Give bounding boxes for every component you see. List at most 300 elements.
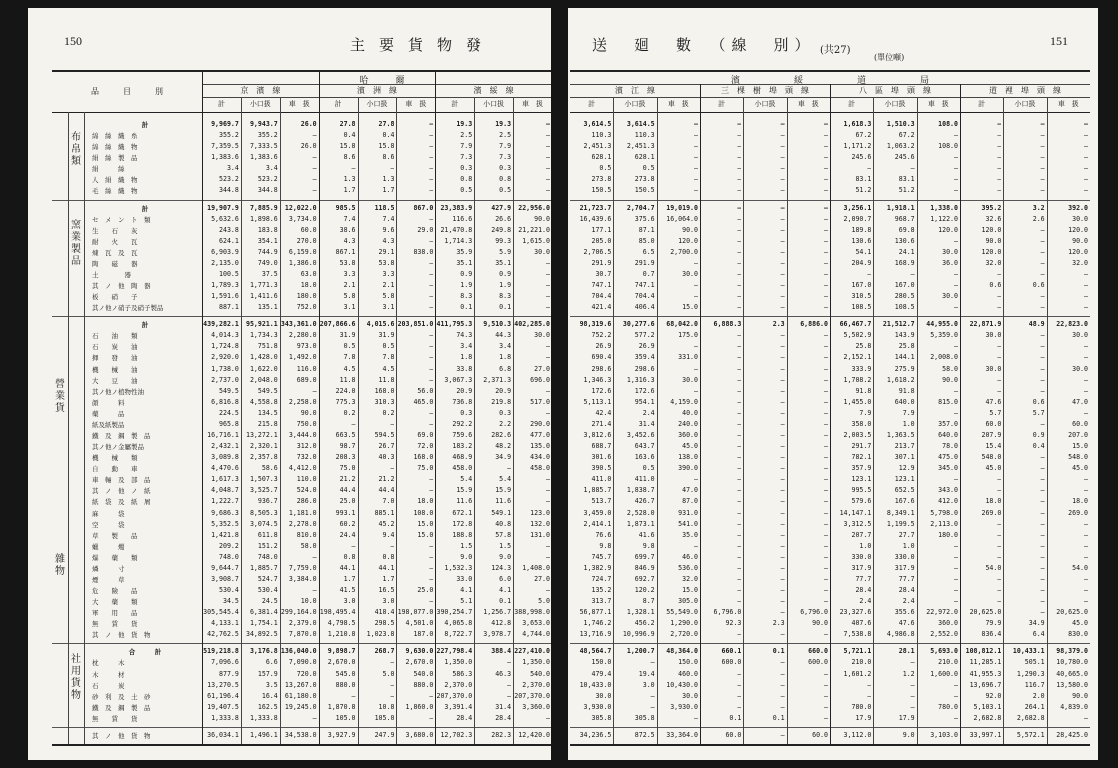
table-cell: — — [780, 120, 785, 128]
table-cell: — — [824, 630, 828, 639]
table-cell: — — [507, 691, 512, 700]
table-cell: — — [1040, 453, 1045, 462]
table-cell: 3.4 — [265, 164, 278, 173]
table-cell: — — [390, 164, 395, 173]
table-cell: 203,851.0 — [397, 320, 434, 329]
table-cell: 1,411.6 — [249, 292, 278, 301]
table-cell: 2.3 — [772, 619, 785, 628]
table-cell: 752.0 — [296, 303, 317, 312]
table-cell: 5,502.9 — [843, 331, 872, 340]
table-cell: 4,798.5 — [327, 619, 356, 628]
row-label: 石 炭 — [92, 681, 125, 690]
table-cell: 0.4 — [382, 131, 395, 140]
table-cell: 6,159.0 — [288, 247, 317, 256]
table-cell: 15.8 — [378, 142, 395, 151]
table-cell: 354.1 — [257, 236, 278, 245]
page-number: 151 — [1050, 34, 1068, 48]
table-cell: 548.0 — [1068, 453, 1088, 462]
table-cell: — — [737, 519, 742, 528]
table-cell: 1,455.0 — [843, 397, 872, 406]
table-cell: 45.0 — [1072, 464, 1088, 473]
table-cell: 18.0 — [985, 497, 1002, 506]
table-cell: 1,346.3 — [583, 375, 612, 384]
table-cell: 628.1 — [591, 153, 612, 162]
table-cell: 20,625.0 — [1056, 608, 1088, 617]
table-cell: 2,706.5 — [583, 247, 612, 256]
row-label: 其ノ他ノ硝子及硝子製品 — [92, 304, 164, 313]
table-cell: — — [824, 486, 828, 495]
table-cell: 749.0 — [257, 258, 278, 267]
table-cell: 136,040.0 — [280, 647, 317, 656]
table-cell: — — [910, 164, 915, 173]
table-cell: — — [737, 419, 742, 428]
table-cell: 628.1 — [634, 153, 655, 162]
table-cell: — — [1084, 353, 1088, 362]
table-cell: 198,077.0 — [397, 608, 434, 617]
row-label: 麻 袋 — [92, 509, 125, 518]
table-cell: 745.7 — [591, 552, 612, 561]
table-cell: — — [737, 497, 742, 506]
table-cell: 187.0 — [413, 630, 434, 639]
table-cell: 298.6 — [634, 364, 655, 373]
table-cell: 30.7 — [595, 269, 612, 278]
table-cell: — — [780, 730, 785, 739]
table-cell: 1.9 — [499, 281, 512, 290]
table-cell: 240.0 — [678, 419, 698, 428]
table-cell: 298.6 — [591, 364, 612, 373]
table-cell: 172.6 — [634, 386, 655, 395]
table-cell: 20.9 — [495, 386, 512, 395]
table-cell: 1.8 — [499, 353, 512, 362]
table-cell: 465.0 — [413, 397, 434, 406]
table-cell: 7.9 — [460, 142, 473, 151]
table-cell: 2,370.0 — [444, 680, 473, 689]
table-cell: 8,505.3 — [249, 508, 278, 517]
table-cell: — — [824, 475, 828, 484]
table-cell: 53.8 — [339, 258, 356, 267]
table-cell: 204.9 — [851, 258, 872, 267]
table-cell: 105.0 — [335, 713, 356, 722]
table-cell: — — [997, 574, 1002, 583]
table-cell: — — [650, 658, 655, 667]
table-cell: 0.2 — [382, 408, 395, 417]
table-cell: 310.3 — [374, 397, 395, 406]
subcolumn-header: 小口扱 — [1014, 100, 1036, 108]
table-cell: — — [824, 331, 828, 340]
subcolumn-header: 車 扱 — [288, 100, 310, 108]
table-cell: 736.8 — [452, 397, 473, 406]
table-cell: — — [1040, 342, 1045, 351]
table-cell: 6,816.8 — [211, 397, 239, 406]
table-cell: 600.0 — [721, 658, 742, 667]
table-cell: 548.0 — [981, 453, 1002, 462]
table-cell: 26.9 — [595, 342, 612, 351]
table-cell: 0.5 — [460, 186, 473, 195]
table-cell: — — [546, 120, 550, 128]
table-cell: 3,930.0 — [583, 702, 612, 711]
table-cell: 30.0 — [1072, 214, 1088, 223]
table-cell: 330.0 — [894, 552, 915, 561]
table-cell: 2,528.0 — [626, 508, 655, 517]
table-cell: 13,267.0 — [284, 680, 317, 689]
table-cell: — — [997, 120, 1002, 128]
subcolumn-header: 小口扱 — [249, 100, 271, 108]
table-cell: 1.3 — [343, 175, 356, 184]
table-cell: 30.0 — [942, 292, 958, 301]
table-cell: 30,277.6 — [622, 320, 655, 329]
table-cell: — — [954, 153, 958, 162]
table-cell: 34.5 — [222, 597, 239, 606]
table-cell: 2,720.0 — [670, 630, 698, 639]
table-cell: 25.8 — [898, 342, 915, 351]
table-cell: — — [954, 563, 958, 572]
table-cell: — — [429, 120, 434, 128]
table-cell: 2.6 — [1032, 214, 1045, 223]
table-cell: — — [1084, 519, 1088, 528]
table-cell: 48,564.7 — [579, 647, 612, 656]
table-cell: — — [429, 236, 434, 245]
table-cell: 172.6 — [591, 386, 612, 395]
line-header: 濱 江 線 — [615, 86, 655, 95]
column-rule — [1047, 97, 1048, 744]
table-cell: 390.0 — [678, 464, 698, 473]
table-cell: 3.0 — [642, 680, 655, 689]
table-cell: 1,383.6 — [211, 153, 239, 162]
table-cell: — — [429, 475, 434, 484]
table-cell: 12.9 — [898, 464, 915, 473]
table-cell: 846.9 — [634, 563, 655, 572]
table-cell: 9.0 — [902, 730, 915, 739]
table-cell: 439,282.1 — [203, 320, 239, 329]
table-cell: 215.8 — [257, 419, 278, 428]
page-number: 150 — [64, 34, 82, 48]
table-cell: — — [351, 691, 356, 700]
table-cell: 57.8 — [495, 530, 512, 539]
table-cell: — — [954, 186, 958, 195]
row-label: 石 炭 油 — [92, 343, 138, 352]
table-cell: 4,744.0 — [522, 630, 550, 639]
table-cell: — — [780, 475, 785, 484]
table-cell: — — [824, 519, 828, 528]
table-cell: 162.5 — [257, 702, 278, 711]
table-cell: — — [546, 153, 550, 162]
table-cell: 28.4 — [855, 586, 872, 595]
table-cell: — — [824, 442, 828, 451]
table-cell: — — [429, 364, 434, 373]
table-cell: 15.9 — [456, 486, 473, 495]
table-cell: 9,630.0 — [405, 647, 434, 656]
table-cell: — — [780, 397, 785, 406]
table-cell: 110.3 — [634, 131, 655, 140]
table-cell: — — [824, 164, 828, 173]
table-cell: — — [824, 702, 828, 711]
table-cell: 672.1 — [452, 508, 473, 517]
row-label: 大 豆 油 — [92, 376, 138, 385]
subcolumn-header: 計 — [978, 100, 986, 108]
right-page — [568, 8, 1098, 760]
table-cell: — — [824, 691, 828, 700]
table-cell: 330.0 — [851, 552, 872, 561]
table-cell: 3.0 — [382, 597, 395, 606]
table-cell: — — [867, 164, 872, 173]
table-cell: 15.9 — [495, 486, 512, 495]
table-cell: 110.3 — [591, 131, 612, 140]
row-label: 其 ノ 他 ノ 紙 — [92, 487, 151, 496]
table-cell: 1,290.0 — [670, 619, 698, 628]
table-cell: — — [780, 331, 785, 340]
table-cell: 118.5 — [374, 203, 395, 212]
table-cell: 34.9 — [495, 453, 512, 462]
table-cell: — — [546, 258, 550, 267]
table-cell: — — [954, 691, 958, 700]
table-cell: — — [780, 419, 785, 428]
table-cell: 3.1 — [343, 303, 356, 312]
table-cell: 0.4 — [1032, 442, 1045, 451]
table-cell: 1,860.0 — [405, 702, 434, 711]
table-cell: 7,538.8 — [843, 630, 872, 639]
table-cell: — — [390, 680, 395, 689]
table-cell: — — [954, 475, 958, 484]
table-cell: — — [780, 281, 785, 290]
table-cell: — — [429, 419, 434, 428]
table-cell: 5,693.0 — [930, 647, 958, 656]
row-label: 綿 絲 織 物 — [92, 143, 138, 152]
table-cell: — — [910, 658, 915, 667]
table-cell: 22,956.0 — [518, 203, 550, 212]
table-cell: 885.1 — [374, 508, 395, 517]
table-cell: 34,236.5 — [579, 730, 612, 739]
table-cell: 3,074.5 — [249, 519, 278, 528]
table-cell: 45.0 — [1072, 619, 1088, 628]
table-cell: 305.8 — [634, 713, 655, 722]
subcolumn-header: 車 扱 — [522, 100, 544, 108]
table-cell: 1,510.3 — [886, 120, 915, 128]
table-cell: 1,738.0 — [211, 364, 239, 373]
table-cell: 0.3 — [499, 164, 512, 173]
table-cell: 747.1 — [591, 281, 612, 290]
table-cell: 2.2 — [499, 419, 512, 428]
table-cell: 1,591.6 — [211, 292, 239, 301]
table-cell: 6,886.0 — [800, 320, 828, 329]
page-title: 送 廻 數 （線 別） — [592, 36, 816, 54]
table-cell: 61,180.0 — [284, 691, 317, 700]
table-cell: — — [546, 386, 550, 395]
table-cell: — — [780, 431, 785, 439]
table-cell: 27.8 — [339, 120, 356, 128]
table-cell: 69.0 — [417, 431, 434, 439]
table-cell: — — [737, 702, 742, 711]
table-cell: 27.7 — [898, 530, 915, 539]
row-label: 草 製 品 — [92, 531, 138, 540]
table-cell: 0.8 — [460, 175, 473, 184]
table-cell: 286.0 — [296, 497, 317, 506]
table-cell: 4,501.0 — [405, 619, 434, 628]
table-cell: 744.9 — [257, 247, 278, 256]
table-cell: — — [780, 563, 785, 572]
table-cell: — — [780, 142, 785, 151]
table-cell: 108.0 — [938, 142, 958, 151]
column-rule — [280, 97, 281, 744]
table-cell: 931.0 — [678, 508, 698, 517]
table-cell: 2,280.0 — [288, 331, 317, 340]
table-cell: 867.0 — [413, 203, 434, 212]
table-cell: — — [910, 691, 915, 700]
table-cell: — — [737, 574, 742, 583]
table-cell: — — [737, 630, 742, 639]
table-cell: — — [546, 131, 550, 140]
table-cell: 6,903.9 — [211, 247, 239, 256]
table-cell: — — [780, 408, 785, 417]
table-cell: 130.6 — [851, 236, 872, 245]
table-cell: 1,256.7 — [483, 608, 512, 617]
table-cell: 3.4 — [460, 342, 473, 351]
table-cell: 4.3 — [382, 236, 395, 245]
table-cell: 210.0 — [938, 658, 958, 667]
row-label: 合 計 — [128, 648, 162, 657]
table-cell: 3.5 — [265, 680, 278, 689]
table-cell: 1,333.8 — [249, 713, 278, 722]
table-cell: — — [429, 153, 434, 162]
table-cell: 9.4 — [382, 530, 395, 539]
table-cell: — — [737, 131, 742, 140]
table-cell: 4,558.8 — [249, 397, 278, 406]
table-cell: 412.0 — [938, 497, 958, 506]
table-cell: 92.3 — [725, 619, 742, 628]
table-cell: 27.0 — [534, 574, 550, 583]
table-cell: 40.3 — [378, 453, 395, 462]
table-cell: 5.4 — [499, 475, 512, 484]
table-cell: 6,888.3 — [713, 320, 742, 329]
table-cell: 0.3 — [499, 408, 512, 417]
table-cell: 2,432.1 — [211, 442, 239, 451]
table-cell: — — [1084, 303, 1088, 312]
table-cell: 167.6 — [894, 497, 915, 506]
table-cell: 965.8 — [219, 419, 239, 428]
table-cell: — — [694, 713, 698, 722]
table-cell: — — [429, 375, 434, 384]
table-cell: 298.5 — [374, 619, 395, 628]
table-cell: 611.8 — [257, 530, 278, 539]
table-cell: 2.0 — [1032, 691, 1045, 700]
table-cell: 0.9 — [1032, 431, 1045, 439]
table-cell: 16.5 — [378, 586, 395, 595]
table-cell: — — [546, 164, 550, 173]
table-cell: 689.0 — [296, 375, 317, 384]
table-cell: — — [824, 530, 828, 539]
table-cell: — — [824, 453, 828, 462]
table-cell: 3,614.5 — [583, 120, 612, 128]
row-label: 自 動 車 — [92, 465, 138, 474]
table-cell: 390,254.7 — [436, 608, 473, 617]
table-cell: 15.0 — [682, 586, 698, 595]
table-cell: — — [1040, 464, 1045, 473]
column-rule — [68, 112, 69, 744]
table-cell: 90.0 — [812, 619, 828, 628]
table-cell: 4,065.8 — [444, 619, 473, 628]
table-cell: 305.0 — [678, 597, 698, 606]
table-cell: 775.3 — [335, 397, 356, 406]
table-cell: 1,617.3 — [211, 475, 239, 484]
table-cell: 7,096.6 — [211, 658, 239, 667]
table-cell: 6.4 — [1032, 630, 1045, 639]
table-cell: 116.6 — [452, 214, 473, 223]
column-rule — [917, 97, 918, 744]
table-cell: 31.9 — [339, 331, 356, 340]
table-cell: — — [1084, 153, 1088, 162]
table-cell: 157.9 — [257, 669, 278, 678]
table-cell: 60.0 — [985, 419, 1002, 428]
table-cell: 269.0 — [1068, 508, 1088, 517]
table-cell: 479.4 — [591, 669, 612, 678]
table-cell: 5.0 — [538, 597, 550, 606]
table-cell: 67.2 — [855, 131, 872, 140]
table-cell: 151.2 — [257, 541, 278, 550]
table-cell: — — [824, 586, 828, 595]
table-cell: — — [546, 303, 550, 312]
table-cell: 5,721.1 — [843, 647, 872, 656]
table-cell: 138.0 — [678, 453, 698, 462]
table-cell: — — [1040, 541, 1045, 550]
column-rule — [1003, 97, 1004, 744]
table-cell: 660.0 — [808, 647, 828, 656]
table-cell: — — [1040, 225, 1045, 234]
table-cell: — — [954, 713, 958, 722]
table-cell: 72.0 — [417, 442, 434, 451]
table-cell: 18.0 — [417, 497, 434, 506]
table-cell: — — [694, 120, 698, 128]
table-cell: — — [1040, 608, 1045, 617]
table-cell: 12,022.0 — [284, 203, 317, 212]
table-cell: 18.0 — [1072, 497, 1088, 506]
table-cell: 1.9 — [460, 281, 473, 290]
row-label: 陶 磁 器 — [92, 259, 138, 268]
table-cell: 388.4 — [491, 647, 512, 656]
line-header: 濱 綏 線 — [473, 86, 514, 95]
table-cell: 47.0 — [1072, 397, 1088, 406]
table-cell: 0.7 — [642, 269, 655, 278]
table-cell: 877.9 — [219, 669, 239, 678]
table-cell: 24.5 — [261, 597, 278, 606]
table-cell: — — [954, 175, 958, 184]
table-cell: 2,003.5 — [843, 431, 872, 439]
table-cell: 355.2 — [257, 131, 278, 140]
table-cell: 4,986.8 — [886, 630, 915, 639]
table-cell: — — [694, 153, 698, 162]
table-cell: 16,064.0 — [666, 214, 698, 223]
row-label: 車 輛 及 部 品 — [92, 476, 151, 485]
table-cell: 2,320.1 — [249, 442, 278, 451]
table-cell: 120.0 — [981, 247, 1002, 256]
unit-label: (單位噸) — [874, 53, 905, 62]
table-cell: — — [1040, 303, 1045, 312]
table-cell: — — [429, 691, 434, 700]
table-cell: — — [780, 519, 785, 528]
table-cell: 747.1 — [634, 281, 655, 290]
table-cell: — — [737, 269, 742, 278]
table-cell: 4.1 — [460, 586, 473, 595]
left-page — [28, 8, 551, 760]
table-cell: — — [867, 691, 872, 700]
table-cell: — — [546, 175, 550, 184]
table-cell: 13,270.5 — [207, 680, 239, 689]
table-cell: — — [954, 408, 958, 417]
table-cell: 549.1 — [491, 508, 512, 517]
table-cell: 210.0 — [851, 658, 872, 667]
table-cell: 359.4 — [634, 353, 655, 362]
table-cell: — — [997, 292, 1002, 301]
subcolumn-header: 小口扱 — [366, 100, 388, 108]
table-cell: 867.1 — [335, 247, 356, 256]
